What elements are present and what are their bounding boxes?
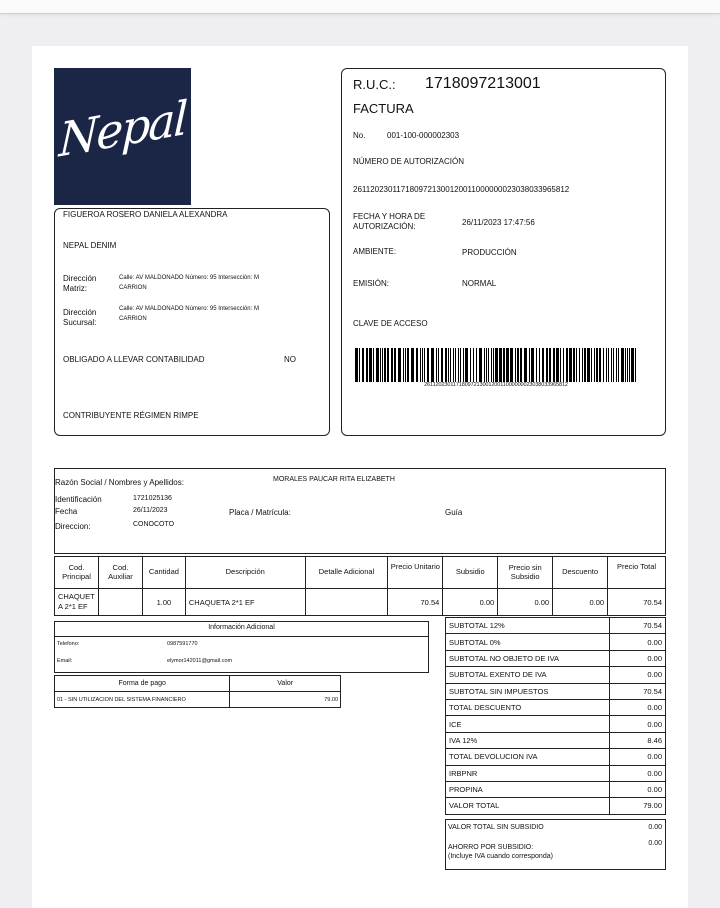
- total-label: SUBTOTAL EXENTO DE IVA: [446, 667, 610, 683]
- barcode-bar: [476, 348, 477, 382]
- barcode-bar: [369, 348, 372, 382]
- table-row: [55, 589, 666, 616]
- barcode-bar: [582, 348, 583, 382]
- barcode-bar: [566, 348, 568, 382]
- total-value: 0.00: [610, 716, 666, 732]
- barcode-bar: [563, 348, 564, 382]
- cell-aux-code: [98, 589, 142, 616]
- barcode-bar: [506, 348, 509, 382]
- barcode-bar: [515, 348, 516, 382]
- additional-info-box: [54, 621, 429, 673]
- table-row: [446, 667, 666, 683]
- client-name: MORALES PAUCAR RITA ELIZABETH: [273, 476, 395, 483]
- barcode-bar: [606, 348, 607, 382]
- subsidy-savings-value: 0.00: [648, 840, 662, 847]
- col-header-code: Cod. Principal: [55, 557, 99, 589]
- table-row: [446, 699, 666, 715]
- payment-value: 79.00: [230, 692, 341, 708]
- access-key-label: CLAVE DE ACCESO: [353, 319, 428, 328]
- barcode-bar: [616, 348, 617, 382]
- email-value: elymor142011@gmail.com: [167, 658, 233, 664]
- payment-method-header: Forma de pago: [55, 676, 230, 692]
- total-value: 0.00: [610, 765, 666, 781]
- authorization-date: 26/11/2023 17:47:56: [462, 218, 535, 227]
- barcode-bar: [569, 348, 572, 382]
- items-header-row: [55, 557, 666, 589]
- barcode-bar: [627, 348, 628, 382]
- emission-label: EMISIÓN:: [353, 279, 390, 288]
- barcode-bar: [405, 348, 406, 382]
- barcode-bar: [546, 348, 548, 382]
- barcode-bar: [403, 348, 404, 382]
- ruc-number: 1718097213001: [425, 75, 541, 92]
- barcode-bar: [539, 348, 540, 382]
- col-header-subsidy: Subsidio: [443, 557, 498, 589]
- barcode-bar: [422, 348, 423, 382]
- barcode-bar: [493, 348, 494, 382]
- cell-code: CHAQUET A 2*1 EF: [55, 589, 99, 616]
- total-value: 0.00: [610, 749, 666, 765]
- emitter-trade-name: NEPAL DENIM: [63, 241, 117, 250]
- barcode-bar: [591, 348, 592, 382]
- total-label: VALOR TOTAL: [446, 798, 610, 814]
- issue-date-label: Fecha: [55, 507, 78, 516]
- total-label: ICE: [446, 716, 610, 732]
- cell-discount: 0.00: [553, 589, 608, 616]
- barcode-bar: [359, 348, 360, 382]
- payment-header-row: [55, 676, 341, 692]
- table-row: [446, 716, 666, 732]
- barcode-bar: [631, 348, 634, 382]
- total-label: SUBTOTAL 0%: [446, 634, 610, 650]
- barcode-bar: [460, 348, 461, 382]
- cell-quantity: 1.00: [142, 589, 185, 616]
- total-value: 70.54: [610, 683, 666, 699]
- barcode-bar: [520, 348, 522, 382]
- client-id: 1721025136: [133, 495, 172, 502]
- barcode-bar: [398, 348, 401, 382]
- matrix-address-label: Dirección Matriz:: [63, 274, 97, 293]
- barcode-bar: [599, 348, 601, 382]
- viewer-top-bar: [0, 0, 720, 14]
- barcode-bar: [596, 348, 598, 382]
- barcode-bar: [427, 348, 429, 382]
- barcode-bar: [387, 348, 389, 382]
- phone-value: 0987591770: [167, 641, 198, 647]
- barcode-bar: [407, 348, 409, 382]
- col-header-total: Precio Total: [608, 557, 666, 589]
- invoice-number: 001-100-000002303: [387, 131, 460, 140]
- guide-label: Guía: [445, 508, 463, 517]
- tax-regime: CONTRIBUYENTE RÉGIMEN RIMPE: [63, 411, 199, 420]
- payment-method: 01 - SIN UTILIZACION DEL SISTEMA FINANCIERO: [55, 692, 230, 708]
- environment-value: PRODUCCIÓN: [462, 248, 517, 257]
- barcode-bar: [486, 348, 487, 382]
- barcode-bar: [479, 348, 482, 382]
- table-row: [446, 732, 666, 748]
- barcode-bar: [391, 348, 393, 382]
- col-header-quantity: Cantidad: [142, 557, 185, 589]
- emission-value: NORMAL: [462, 279, 497, 288]
- barcode-bar: [431, 348, 434, 382]
- client-address-label: Direccion:: [55, 522, 91, 531]
- client-id-label: Identificación: [55, 495, 102, 504]
- barcode-bar: [517, 348, 519, 382]
- barcode-bar: [549, 348, 551, 382]
- client-address: CONOCOTO: [133, 521, 175, 528]
- cell-price-no-subsidy: 0.00: [498, 589, 553, 616]
- barcode-bar: [458, 348, 459, 382]
- total-value: 0.00: [610, 699, 666, 715]
- cell-description: CHAQUETA 2*1 EF: [185, 589, 305, 616]
- barcode-bar: [621, 348, 624, 382]
- table-row: [446, 781, 666, 797]
- items-table: [54, 556, 666, 616]
- barcode-bar: [503, 348, 505, 382]
- issue-date: 26/11/2023: [133, 507, 168, 514]
- matrix-address: Calle: AV MALDONADO Número: 95 Intersección: M CARRION: [119, 275, 259, 291]
- table-row: [446, 634, 666, 650]
- table-row: [446, 765, 666, 781]
- barcode-bar: [380, 348, 381, 382]
- total-label: SUBTOTAL 12%: [446, 618, 610, 634]
- environment-label: AMBIENTE:: [353, 247, 397, 256]
- branch-address: Calle: AV MALDONADO Número: 95 Intersección: M CARRION: [119, 306, 259, 322]
- logo-text: Nepal: [57, 90, 188, 168]
- document-type: FACTURA: [353, 101, 414, 116]
- total-value: 70.54: [610, 618, 666, 634]
- barcode-bar: [436, 348, 437, 382]
- barcode-bar: [382, 348, 383, 382]
- barcode-bar: [611, 348, 612, 382]
- total-label: SUBTOTAL SIN IMPUESTOS: [446, 683, 610, 699]
- barcode-bar: [455, 348, 456, 382]
- total-without-subsidy-label: VALOR TOTAL SIN SUBSIDIO: [448, 824, 544, 831]
- authorization-date-label: FECHA Y HORA DE AUTORIZACIÓN:: [353, 212, 426, 231]
- total-label: IRBPNR: [446, 765, 610, 781]
- barcode-bar: [420, 348, 421, 382]
- total-value: 0.00: [610, 650, 666, 666]
- cell-unit-price: 70.54: [388, 589, 443, 616]
- barcode-bar: [560, 348, 561, 382]
- barcode-bar: [384, 348, 386, 382]
- total-value: 0.00: [610, 634, 666, 650]
- cell-detail: [305, 589, 388, 616]
- barcode-bar: [355, 348, 358, 382]
- barcode-bar: [488, 348, 489, 382]
- barcode-bar: [465, 348, 468, 382]
- authorization-number: 2611202301171809721300120011000000023038033965812: [353, 185, 570, 194]
- barcode-bar: [556, 348, 559, 382]
- col-header-aux-code: Cod. Auxiliar: [98, 557, 142, 589]
- barcode-bar: [470, 348, 471, 382]
- barcode-bar: [536, 348, 537, 382]
- barcode-bar: [531, 348, 534, 382]
- invoice-number-label: No.: [353, 131, 366, 140]
- barcode-bar: [553, 348, 555, 382]
- total-label: TOTAL DEVOLUCION IVA: [446, 749, 610, 765]
- barcode-bar: [618, 348, 619, 382]
- col-header-discount: Descuento: [553, 557, 608, 589]
- barcode-bar: [625, 348, 626, 382]
- table-row: [446, 650, 666, 666]
- access-key-barcode: [355, 348, 637, 382]
- authorization-number-label: NÚMERO DE AUTORIZACIÓN: [353, 157, 464, 166]
- barcode-bar: [424, 348, 425, 382]
- barcode-bar: [373, 348, 374, 382]
- plate-label: Placa / Matrícula:: [229, 508, 291, 517]
- table-row: [446, 798, 666, 814]
- email-label: Email:: [57, 658, 73, 664]
- barcode-bar: [576, 348, 577, 382]
- subsidy-box: [445, 819, 666, 870]
- total-label: PROPINA: [446, 781, 610, 797]
- barcode-bar: [524, 348, 527, 382]
- barcode-bar: [510, 348, 513, 382]
- additional-info-title: Información Adicional: [208, 624, 275, 631]
- total-label: IVA 12%: [446, 732, 610, 748]
- barcode-bar: [491, 348, 492, 382]
- total-value: 8.46: [610, 732, 666, 748]
- subsidy-savings-note: (Incluye IVA cuando corresponda): [448, 853, 553, 860]
- barcode-bar: [445, 348, 447, 382]
- total-value: 79.00: [610, 798, 666, 814]
- barcode-bar: [603, 348, 604, 382]
- barcode-bar: [362, 348, 364, 382]
- barcode-bar: [608, 348, 609, 382]
- barcode-bar: [613, 348, 614, 382]
- col-header-unit-price: Precio Unitario: [388, 557, 443, 589]
- barcode-bar: [394, 348, 396, 382]
- total-label: TOTAL DESCUENTO: [446, 699, 610, 715]
- table-row: [446, 683, 666, 699]
- payment-table: [54, 675, 341, 708]
- subsidy-savings-label: AHORRO POR SUBSIDIO:: [448, 844, 534, 851]
- total-value: 0.00: [610, 667, 666, 683]
- barcode-bar: [629, 348, 630, 382]
- barcode-bar: [542, 348, 544, 382]
- total-without-subsidy-value: 0.00: [648, 824, 662, 831]
- accounting-value: NO: [284, 355, 296, 364]
- barcode-bar: [594, 348, 595, 382]
- barcode-caption: 2611202301171809721300120011000000023038033965812: [424, 382, 568, 388]
- barcode-bar: [473, 348, 474, 382]
- barcode-bar: [584, 348, 586, 382]
- barcode-bar: [484, 348, 485, 382]
- barcode-bar: [529, 348, 530, 382]
- emitter-name: FIGUEROA ROSERO DANIELA ALEXANDRA: [63, 210, 228, 219]
- barcode-bar: [441, 348, 443, 382]
- barcode-bar: [587, 348, 590, 382]
- barcode-bar: [495, 348, 498, 382]
- barcode-bar: [573, 348, 575, 382]
- cell-total: 70.54: [608, 589, 666, 616]
- col-header-price-no-subsidy: Precio sin Subsidio: [498, 557, 553, 589]
- barcode-bar: [499, 348, 502, 382]
- divider: [55, 636, 428, 637]
- totals-table: [445, 617, 666, 815]
- accounting-label: OBLIGADO A LLEVAR CONTABILIDAD: [63, 355, 205, 364]
- client-name-label: Razón Social / Nombres y Apellidos:: [55, 478, 184, 487]
- cell-subsidy: 0.00: [443, 589, 498, 616]
- total-label: SUBTOTAL NO OBJETO DE IVA: [446, 650, 610, 666]
- table-row: [446, 618, 666, 634]
- branch-address-label: Dirección Sucursal:: [63, 308, 97, 327]
- total-value: 0.00: [610, 781, 666, 797]
- barcode-bar: [411, 348, 414, 382]
- barcode-bar: [366, 348, 368, 382]
- barcode-bar: [416, 348, 418, 382]
- barcode-bar: [450, 348, 451, 382]
- barcode-bar: [635, 348, 636, 382]
- company-logo: [54, 68, 191, 205]
- payment-value-header: Valor: [230, 676, 341, 692]
- col-header-description: Descripción: [185, 557, 305, 589]
- table-row: [446, 749, 666, 765]
- table-row: [55, 692, 341, 708]
- col-header-detail: Detalle Adicional: [305, 557, 388, 589]
- barcode-bar: [376, 348, 379, 382]
- phone-label: Telefono:: [57, 641, 80, 647]
- barcode-bar: [579, 348, 580, 382]
- barcode-bar: [438, 348, 439, 382]
- barcode-bar: [453, 348, 454, 382]
- barcode-bar: [463, 348, 464, 382]
- barcode-bar: [448, 348, 449, 382]
- ruc-label: R.U.C.:: [353, 77, 396, 92]
